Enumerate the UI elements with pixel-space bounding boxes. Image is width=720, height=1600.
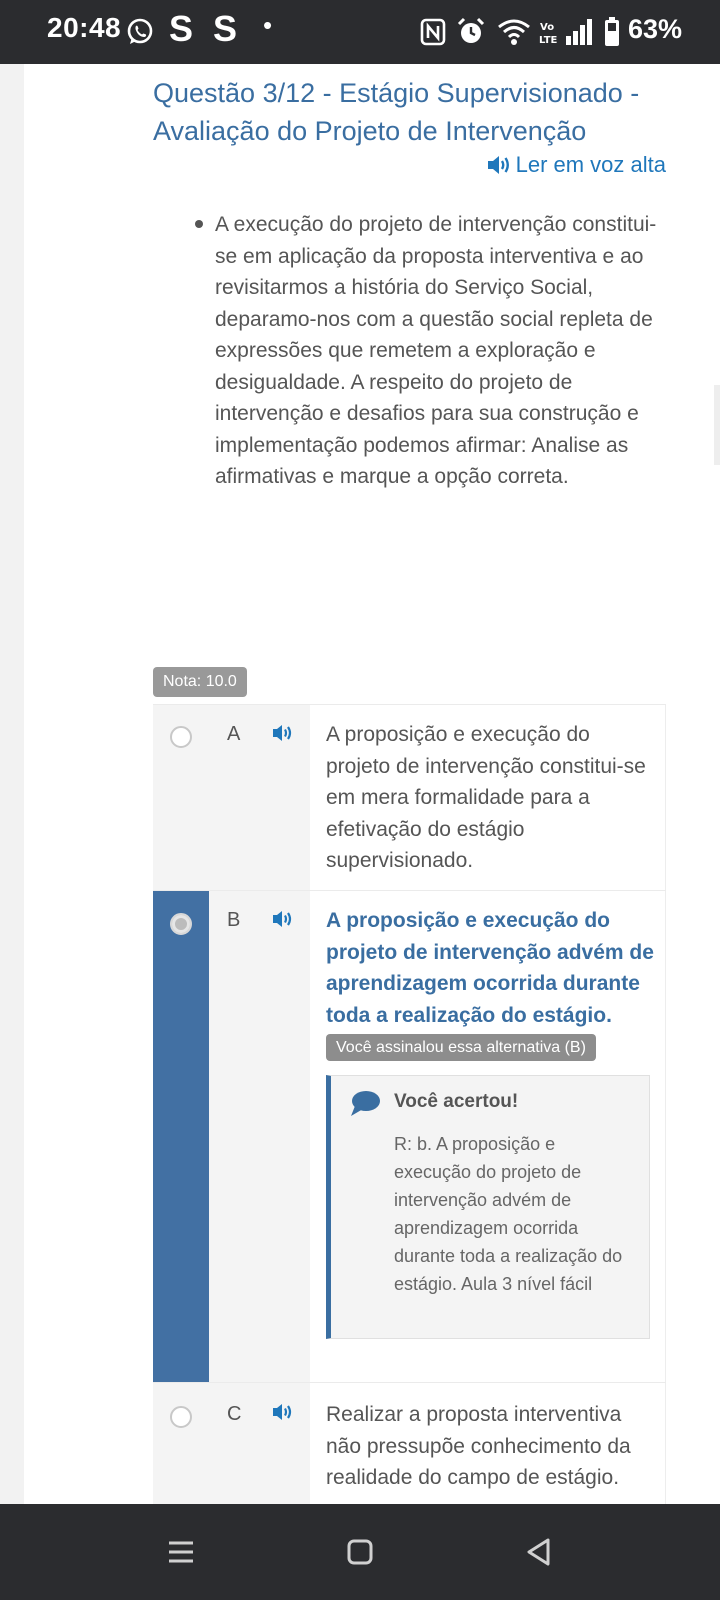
option-b-text: A proposição e execução do projeto de intervenção advém de aprendizagem ocorrida durante toda a realização do estágio. [326, 909, 654, 1027]
status-app-letter: S [213, 8, 238, 49]
option-c-text: Realizar a proposta interventiva não pressupõe conhecimento da realidade do campo de estágio. [326, 1403, 631, 1489]
feedback-box [326, 1075, 650, 1339]
status-bar [0, 0, 720, 64]
question-prompt [195, 209, 665, 493]
feedback-text: R: b. A proposição e execução do projeto de intervenção advém de aprendizagem ocorrida durante toda a realização do estágio. Aula 3 nível fácil [394, 1134, 623, 1294]
option-c[interactable] [153, 1382, 666, 1504]
battery-icon [603, 16, 621, 48]
option-b[interactable] [153, 890, 666, 1383]
back-icon[interactable] [521, 1534, 557, 1570]
bullet [195, 220, 203, 228]
prompt-text: A execução do projeto de intervenção constitui-se em aplicação da proposta interventiva e ao revisitarmos a história do Serviço Social, deparamo-nos com a questão social repleta de expressões que remetem a exploração e desigualdade. A respeito do projeto de intervenção e desafios para sua construção e implementação podemos afirmar: Analise as afirmativas e marque a opção correta. [215, 213, 657, 488]
wifi-icon [497, 18, 531, 46]
option-b-radio[interactable] [170, 913, 192, 935]
alarm-icon [457, 17, 485, 47]
status-time: 20:48 [47, 12, 122, 43]
comment-icon [349, 1090, 381, 1118]
status-app-letter: S [169, 8, 194, 49]
option-a-text: A proposição e execução do projeto de intervenção constitui-se em mera formalidade para a efetivação do estágio supervisionado. [326, 723, 646, 872]
option-c-letter: C [227, 1403, 242, 1425]
question-content [0, 64, 720, 1504]
read-aloud-link[interactable] [486, 152, 666, 178]
read-aloud-label: Ler em voz alta [515, 152, 666, 177]
option-a[interactable] [153, 704, 666, 891]
status-dot: • [263, 10, 273, 40]
option-b-selected-bar [153, 891, 209, 1383]
speaker-icon [486, 154, 512, 176]
system-navigation-bar [0, 1504, 720, 1600]
question-title: Questão 3/12 - Estágio Supervisionado - Avaliação do Projeto de Intervenção [153, 78, 640, 146]
volte-icon [538, 19, 558, 45]
speaker-icon[interactable] [271, 909, 295, 929]
home-icon[interactable] [342, 1534, 378, 1570]
whatsapp-icon [125, 17, 155, 47]
option-c-radio[interactable] [170, 1406, 192, 1428]
speaker-icon[interactable] [271, 723, 295, 743]
grade-badge: Nota: 10.0 [153, 667, 247, 697]
svg-text:LTE: LTE [539, 35, 558, 45]
option-b-letter: B [227, 909, 241, 931]
battery-percentage: 63% [628, 14, 683, 44]
option-a-letter: A [227, 723, 241, 745]
svg-text:Vo: Vo [540, 22, 555, 33]
speaker-icon[interactable] [271, 1402, 295, 1422]
nfc-icon [420, 18, 446, 46]
marked-badge: Você assinalou essa alternativa (B) [326, 1034, 596, 1061]
signal-icon [564, 18, 594, 46]
option-a-radio[interactable] [170, 726, 192, 748]
recent-apps-icon[interactable] [163, 1534, 199, 1570]
feedback-title: Você acertou! [394, 1091, 519, 1112]
